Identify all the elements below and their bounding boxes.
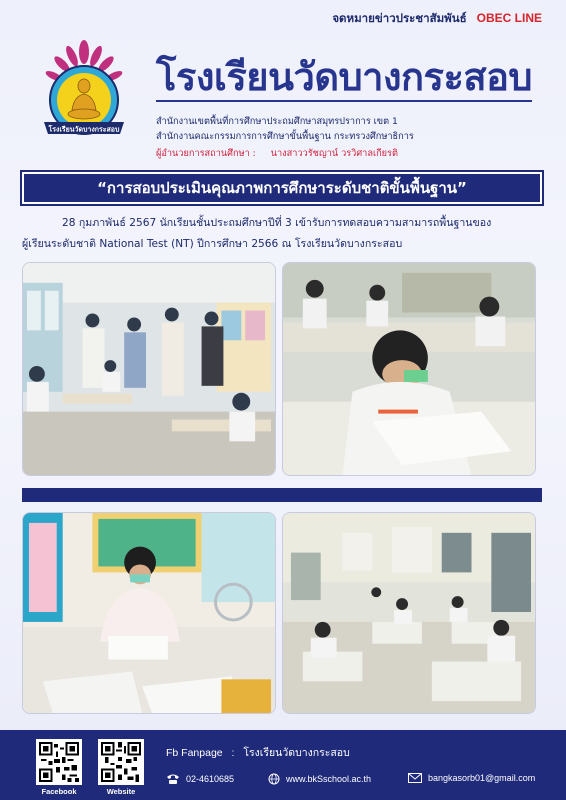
office-line-2: สำนักงานคณะกรรมการการศึกษาขั้นพื้นฐาน กระทรวงศึกษาธิการ (156, 131, 414, 142)
director-name: นางสาววรัชญาน์ วรวิศาลเกียรติ (270, 148, 398, 159)
news-body (22, 213, 544, 255)
photo-boy-writing-exam (282, 262, 536, 476)
section-divider (22, 488, 542, 502)
facebook-qr-code[interactable] (36, 739, 82, 785)
director-line (156, 146, 398, 161)
school-logo (38, 38, 130, 148)
fanpage-line (166, 744, 350, 761)
phone-icon (166, 773, 180, 785)
obec-line-brand: OBEC LINE (476, 11, 542, 25)
newsletter-header (332, 10, 542, 28)
fanpage-label: Fb Fanpage (166, 747, 223, 759)
headline-text: “การสอบประเมินคุณภาพการศึกษาระดับชาติขั้นพื้นฐาน” (97, 179, 467, 197)
logo-ribbon-text: โรงเรียนวัดบางกระสอบ (48, 125, 120, 134)
fanpage-separator: : (231, 747, 235, 759)
newsletter-label: จดหมายข่าวประชาสัมพันธ์ (332, 11, 467, 25)
website-contact[interactable] (268, 773, 371, 785)
email-contact[interactable] (408, 773, 535, 783)
phone-number: 02-4610685 (186, 774, 235, 784)
phone-contact[interactable] (166, 773, 234, 785)
body-line-2: ผู้เรียนระดับชาติ National Test (NT) ปีการศึกษา 2566 ณ โรงเรียนวัดบางกระสอบ (22, 238, 403, 250)
facebook-qr-label: Facebook (41, 787, 77, 796)
website-qr-code[interactable] (98, 739, 144, 785)
fanpage-name[interactable]: โรงเรียนวัดบางกระสอบ (243, 747, 350, 759)
school-name: โรงเรียนวัดบางกระสอบ (156, 55, 533, 99)
photo-students-with-teachers (22, 262, 276, 476)
mail-icon (408, 773, 422, 783)
website-url: www.bkSschool.ac.th (286, 774, 372, 784)
photo-girl-writing (22, 512, 276, 714)
website-qr-label: Website (106, 787, 136, 796)
director-label: ผู้อำนวยการสถานศึกษา : (156, 148, 256, 159)
globe-icon (268, 773, 280, 785)
body-line-1: 28 กุมภาพันธ์ 2567 นักเรียนชั้นประถมศึกษาปีที่ 3 เข้ารับการทดสอบความสามารถพื้นฐานของ (62, 217, 492, 229)
headline-banner (22, 172, 542, 204)
office-line-1: สำนักงานเขตพื้นที่การศึกษาประถมศึกษาสมุทรปราการ เขต 1 (156, 116, 398, 127)
title-underline (156, 100, 532, 102)
photo-classroom-overview (282, 512, 536, 714)
email-address: bangkasorb01@gmail.com (428, 773, 536, 783)
